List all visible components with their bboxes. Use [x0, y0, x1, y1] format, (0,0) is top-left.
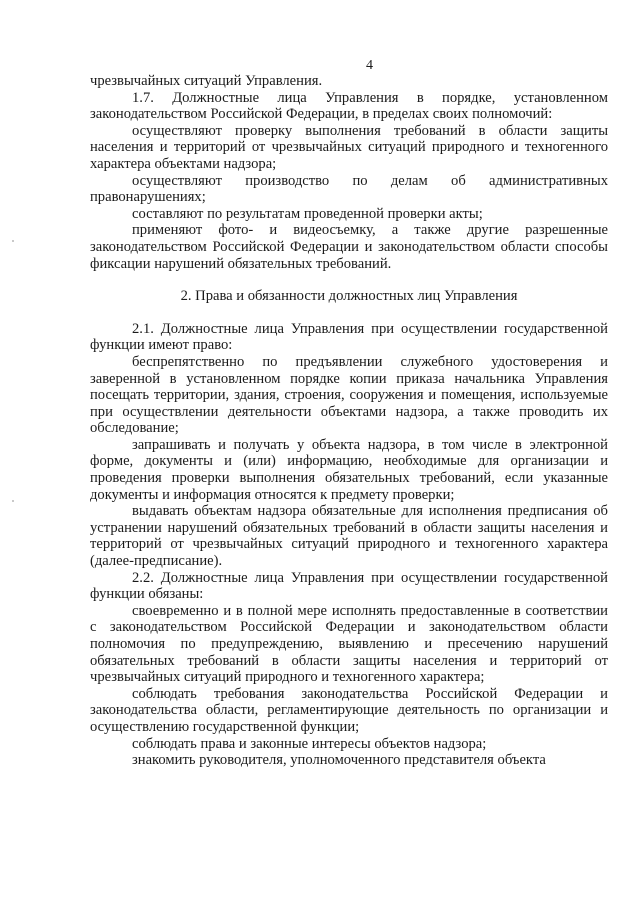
section-heading: 2. Права и обязанности должностных лиц Управления: [180, 288, 518, 305]
paragraph: знакомить руководителя, уполномоченного представителя объекта: [132, 752, 546, 769]
paragraph: осуществляют проверку выполнения требований в области защиты населения и территорий от чрезвычайных ситуаций природного и техногенного характера объектами надзора;: [90, 122, 608, 172]
paragraph: своевременно и в полной мере исполнять предоставленные в соответствии с законодательством Российской Федерации и законодательством области полномочия по предупреждению, выявлению и пресечению нарушений обязательных требований в области защиты населения и территорий от чрезвычайных ситуаций природного и техногенного характера;: [90, 602, 608, 686]
margin-mark: [12, 500, 14, 502]
paragraph: применяют фото- и видеосъемку, а также другие разрешенные законодательством Российской Федерации и законодательством области способы фиксации нарушений обязательных требований.: [90, 222, 608, 272]
paragraph: соблюдать требования законодательства Российской Федерации и законодательства области, регламентирующие деятельность по организации и осуществлению государственной функции;: [90, 685, 608, 735]
document-body: [90, 73, 608, 769]
page-number: 4: [366, 58, 373, 73]
paragraph: осуществляют производство по делам об административных правонарушениях;: [90, 172, 608, 206]
paragraph: запрашивать и получать у объекта надзора, в том числе в электронной форме, документы и (или) информацию, необходимые для организации и проведения проверки выполнения обязательных требований, если указанные документы и информация относятся к предмету проверки;: [90, 436, 608, 503]
paragraph: 1.7. Должностные лица Управления в порядке, установленном законодательством Российской Федерации, в пределах своих полномочий:: [90, 89, 608, 123]
paragraph: 2.2. Должностные лица Управления при осуществлении государственной функции обязаны:: [90, 569, 608, 603]
paragraph: чрезвычайных ситуаций Управления.: [90, 73, 323, 89]
paragraph: соблюдать права и законные интересы объектов надзора;: [132, 735, 487, 752]
paragraph: 2.1. Должностные лица Управления при осуществлении государственной функции имеют право:: [90, 320, 608, 354]
paragraph: беспрепятственно по предъявлении служебного удостоверения и заверенной в установленном порядке копии приказа начальника Управления посещать территории, здания, строения, сооружения и помещения, используемые при осуществлении деятельности объектами надзора, а также проводить их обследование;: [90, 353, 608, 437]
margin-mark: [12, 240, 14, 242]
paragraph: выдавать объектам надзора обязательные для исполнения предписания об устранении нарушений обязательных требований в области защиты населения и территорий от чрезвычайных ситуаций природного и техногенного характера (далее-предписание).: [90, 503, 608, 570]
paragraph: составляют по результатам проведенной проверки акты;: [132, 205, 483, 222]
